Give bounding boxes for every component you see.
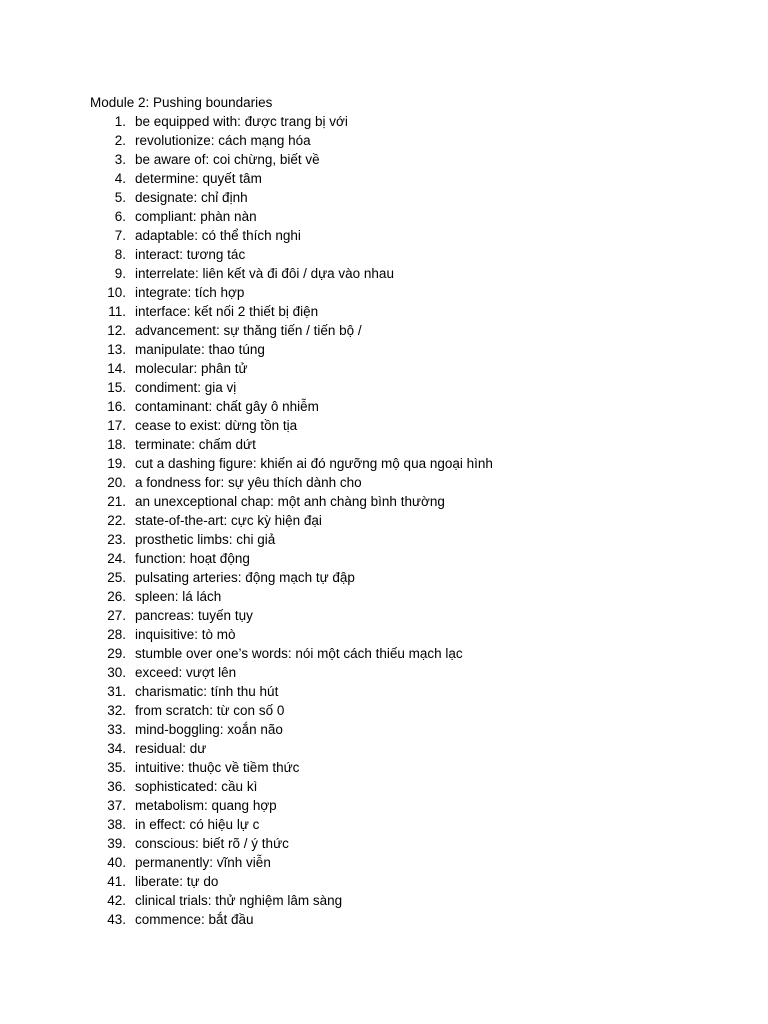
list-item-number: 7. <box>114 228 126 243</box>
list-item-number: 38. <box>107 817 126 832</box>
list-item-text: metabolism: quang hợp <box>135 798 277 813</box>
list-item-number: 3. <box>114 152 126 167</box>
list-item-number: 11. <box>108 304 126 319</box>
list-item-text: inquisitive: tò mò <box>135 627 236 642</box>
list-item-text: cut a dashing figure: khiến ai đó ngưỡng mộ qua ngoại hình <box>135 456 493 471</box>
list-item-number: 37. <box>107 798 126 813</box>
list-item-text: in effect: có hiệu lự c <box>135 817 260 832</box>
list-item-number: 12. <box>107 323 126 338</box>
list-item-text: permanently: vĩnh viễn <box>135 855 271 870</box>
list-item-number: 6. <box>114 209 126 224</box>
list-item-text: charismatic: tính thu hút <box>135 684 279 699</box>
list-item-text: residual: dư <box>135 741 207 756</box>
list-item-number: 15. <box>107 380 126 395</box>
list-item-text: revolutionize: cách mạng hóa <box>135 133 311 148</box>
list-item-number: 14. <box>107 361 126 376</box>
list-item-text: be aware of: coi chừng, biết về <box>135 152 320 167</box>
list-item-number: 16. <box>107 399 126 414</box>
list-item-number: 43. <box>107 912 126 927</box>
list-item-number: 25. <box>107 570 126 585</box>
list-item-number: 23. <box>107 532 126 547</box>
list-item-number: 41. <box>107 874 126 889</box>
list-item-number: 20. <box>107 475 126 490</box>
list-item-number: 29. <box>107 646 126 661</box>
list-item-number: 2. <box>114 133 126 148</box>
list-item-text: integrate: tích hợp <box>135 285 245 300</box>
list-item-text: contaminant: chất gây ô nhiễm <box>135 399 319 414</box>
list-item-text: a fondness for: sự yêu thích dành cho <box>135 475 362 490</box>
list-item-text: interface: kết nối 2 thiết bị điện <box>135 304 319 319</box>
list-item-text: molecular: phân tử <box>135 361 248 376</box>
list-item-number: 4. <box>114 171 126 186</box>
list-item-text: be equipped with: được trang bị với <box>135 114 348 129</box>
list-item-text: determine: quyết tâm <box>135 171 262 186</box>
list-item-number: 34. <box>107 741 126 756</box>
list-item-number: 9. <box>114 266 126 281</box>
list-item-text: prosthetic limbs: chi giả <box>135 532 276 547</box>
list-item-text: liberate: tự do <box>135 874 219 889</box>
list-item-number: 18. <box>107 437 126 452</box>
list-item-text: compliant: phàn nàn <box>135 209 257 224</box>
list-item-text: manipulate: thao túng <box>135 342 265 357</box>
page-title: Module 2: Pushing boundaries <box>90 95 273 110</box>
list-item-text: commence: bắt đầu <box>135 912 254 927</box>
list-item-number: 24. <box>107 551 126 566</box>
list-item-number: 13. <box>107 342 126 357</box>
list-item-number: 30. <box>107 665 126 680</box>
list-item-number: 19. <box>107 456 126 471</box>
list-item-text: interrelate: liên kết và đi đôi / dựa vào nhau <box>135 266 394 281</box>
list-item-text: spleen: lá lách <box>135 589 222 604</box>
list-item-text: advancement: sự thăng tiến / tiến bộ / <box>135 323 362 338</box>
list-item-number: 40. <box>107 855 126 870</box>
list-item-number: 1. <box>114 114 126 129</box>
list-item-number: 22. <box>107 513 126 528</box>
list-item-number: 27. <box>107 608 126 623</box>
list-item-number: 5. <box>114 190 126 205</box>
list-item-text: state-of-the-art: cực kỳ hiện đại <box>135 513 322 528</box>
list-item-text: from scratch: từ con số 0 <box>135 703 285 718</box>
list-item-number: 21. <box>107 494 126 509</box>
list-item-number: 39. <box>107 836 126 851</box>
list-item-number: 26. <box>107 589 126 604</box>
list-item-text: designate: chỉ định <box>135 190 248 205</box>
list-item-number: 32. <box>107 703 126 718</box>
list-item-text: intuitive: thuộc về tiềm thức <box>135 760 300 775</box>
list-item-text: conscious: biết rõ / ý thức <box>135 836 289 851</box>
list-item-number: 10. <box>107 285 126 300</box>
list-item-text: stumble over one’s words: nói một cách thiếu mạch lạc <box>135 646 463 661</box>
list-item-number: 42. <box>107 893 126 908</box>
list-item-text: interact: tương tác <box>135 247 246 262</box>
list-item-number: 36. <box>107 779 126 794</box>
list-item-text: mind-boggling: xoắn não <box>135 722 283 737</box>
list-item-number: 35. <box>107 760 126 775</box>
list-item-number: 31. <box>107 684 126 699</box>
list-item-text: pancreas: tuyến tụy <box>135 608 253 623</box>
list-item-text: function: hoạt động <box>135 551 250 566</box>
list-item-text: clinical trials: thử nghiệm lâm sàng <box>135 893 343 908</box>
list-item-number: 33. <box>107 722 126 737</box>
list-item-number: 17. <box>107 418 126 433</box>
list-item-text: terminate: chấm dứt <box>135 437 256 452</box>
list-item-text: pulsating arteries: động mạch tự đập <box>135 570 355 585</box>
list-item-text: exceed: vượt lên <box>135 665 237 680</box>
list-item-number: 8. <box>114 247 126 262</box>
list-item-text: sophisticated: cầu kì <box>135 779 258 794</box>
list-item-text: cease to exist: dừng tồn tịa <box>135 418 298 433</box>
list-item-text: an unexceptional chap: một anh chàng bình thường <box>135 494 445 509</box>
list-item-number: 28. <box>107 627 126 642</box>
list-item-text: adaptable: có thể thích nghi <box>135 228 301 243</box>
list-item-text: condiment: gia vị <box>135 380 237 395</box>
